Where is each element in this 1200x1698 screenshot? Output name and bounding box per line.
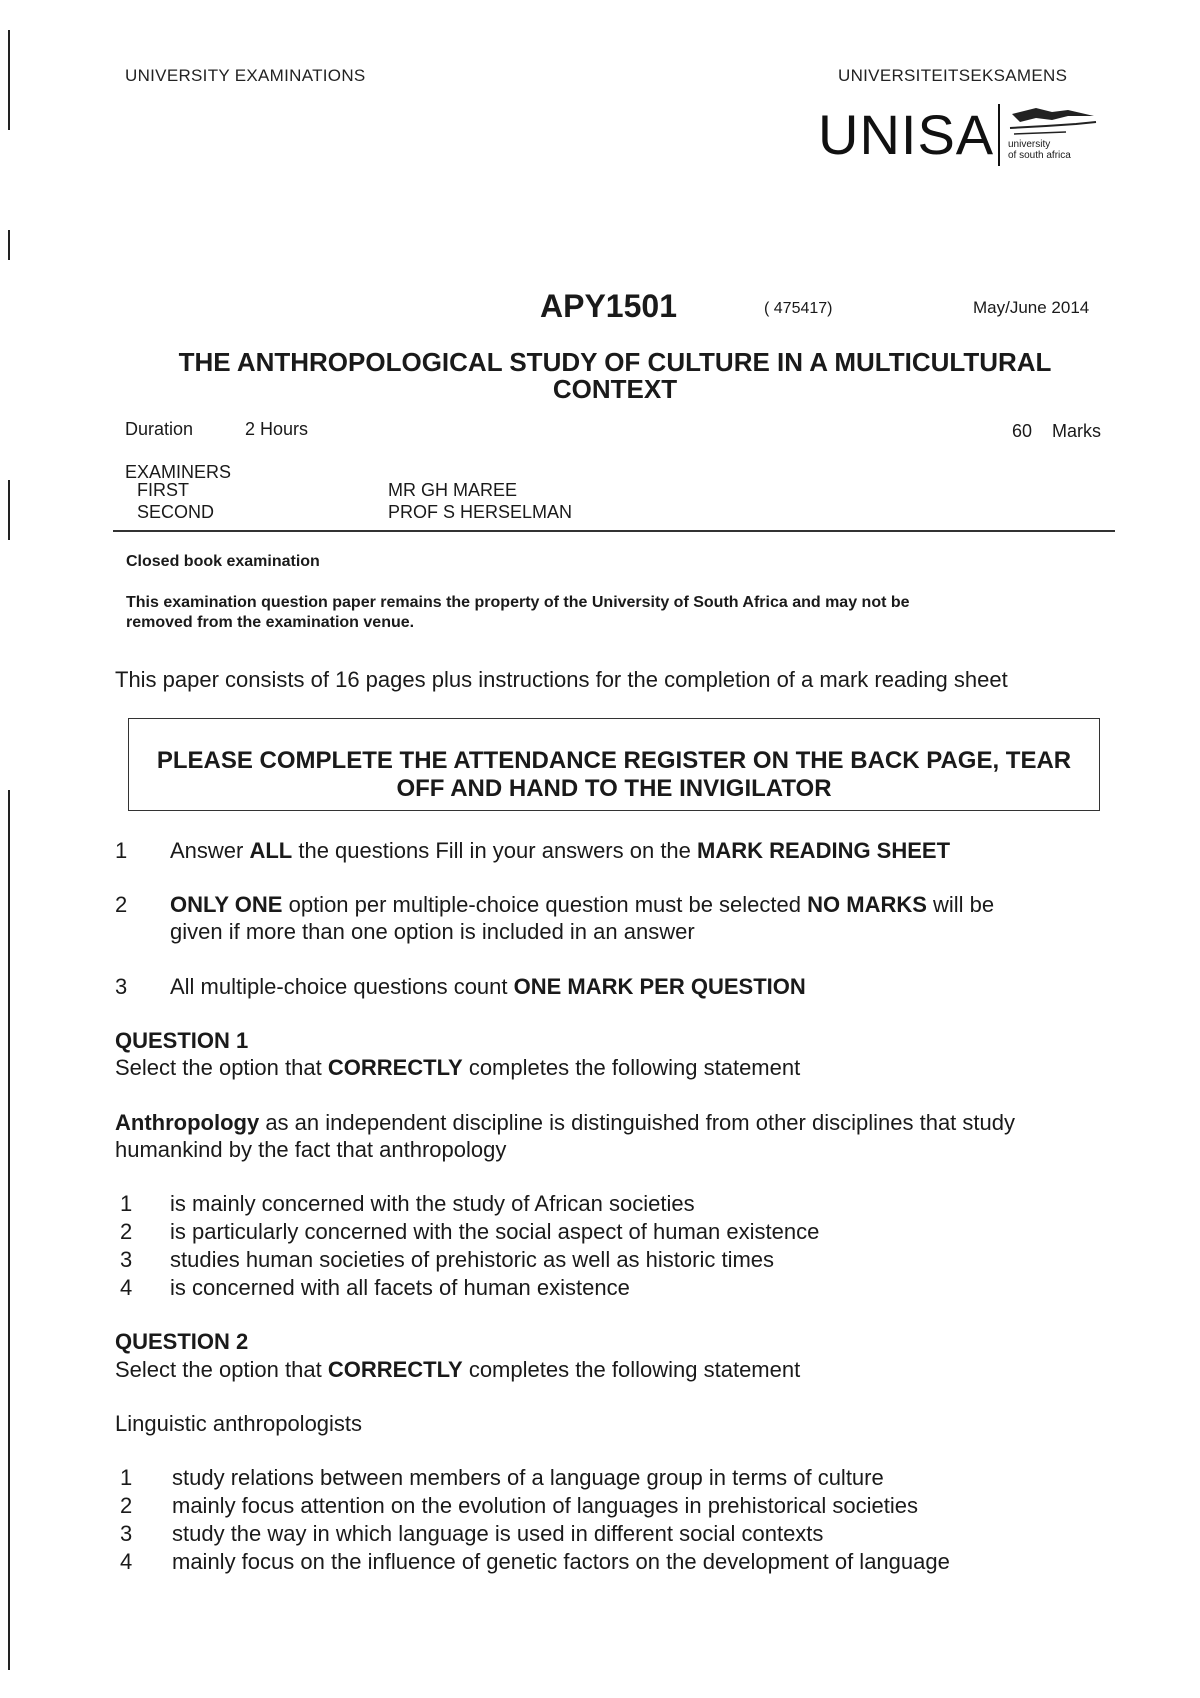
logo-sub-line2: of south africa [1008, 150, 1071, 161]
instruction-text: given if more than one option is included in an answer [170, 919, 695, 944]
q1-option-number: 2 [120, 1219, 133, 1244]
q2-option-number: 1 [120, 1465, 133, 1490]
instruction-item [115, 892, 1135, 920]
question-1-stem-line2: humankind by the fact that anthropology [115, 1137, 507, 1162]
exam-title-line2: CONTEXT [552, 374, 678, 404]
attendance-line2: OFF AND HAND TO THE INVIGILATOR [396, 775, 832, 802]
q2-option-text: study the way in which language is used in different social contexts [172, 1521, 824, 1546]
q1-option [115, 1275, 1135, 1303]
instruction-number: 2 [115, 892, 128, 917]
q2-option-number: 2 [120, 1493, 133, 1518]
q2-option-text: mainly focus attention on the evolution of languages in prehistorical societies [172, 1493, 919, 1518]
paper-number: ( 475417) [764, 300, 833, 317]
exam-title-line1: THE ANTHROPOLOGICAL STUDY OF CULTURE IN A MULTICULTURAL [178, 347, 1052, 377]
question-2-stem: Linguistic anthropologists [115, 1411, 363, 1436]
q1-option [115, 1219, 1135, 1247]
q1-option-number: 1 [120, 1191, 133, 1216]
q1-option [115, 1247, 1135, 1275]
q2-option-text: mainly focus on the influence of genetic factors on the development of language [172, 1549, 950, 1574]
logo-text: UNISA [818, 103, 995, 166]
exam-session: May/June 2014 [973, 298, 1090, 317]
second-examiner-label: SECOND [137, 502, 215, 522]
property-notice-line1: This examination question paper remains the property of the University of South Africa and may not be [126, 594, 910, 611]
q2-option [115, 1521, 1135, 1549]
logo-sub-line1: university [1008, 139, 1051, 150]
instruction-text: ONLY ONE option per multiple-choice question must be selected NO MARKS will be [170, 892, 995, 917]
duration-value: 2 Hours [245, 419, 309, 439]
instruction-item [115, 838, 1135, 866]
question-2-heading: QUESTION 2 [115, 1329, 249, 1354]
first-examiner-label: FIRST [137, 480, 189, 500]
instruction-item [115, 974, 1135, 1002]
attendance-line1: PLEASE COMPLETE THE ATTENDANCE REGISTER ON THE BACK PAGE, TEAR [156, 747, 1072, 774]
q1-option-number: 4 [120, 1275, 133, 1300]
margin-mark [8, 790, 10, 1670]
margin-mark [8, 30, 10, 130]
header-left: UNIVERSITY EXAMINATIONS [125, 66, 366, 85]
question-1-lead: Select the option that CORRECTLY completes the following statement [115, 1055, 801, 1080]
q1-option-text: studies human societies of prehistoric as well as historic times [170, 1247, 775, 1272]
property-notice-line2: removed from the examination venue. [126, 614, 415, 631]
instruction-number: 1 [115, 838, 128, 863]
logo-emblem-icon [1006, 102, 1098, 138]
examiners-label: EXAMINERS [125, 462, 232, 482]
q2-option-number: 4 [120, 1549, 133, 1574]
instruction-text: Answer ALL the questions Fill in your answers on the MARK READING SHEET [170, 838, 951, 863]
q2-option [115, 1493, 1135, 1521]
marks-label: Marks [1052, 421, 1101, 441]
header-rule [113, 530, 1115, 532]
second-examiner-name: PROF S HERSELMAN [388, 502, 573, 522]
pages-notice: This paper consists of 16 pages plus instructions for the completion of a mark reading sheet [115, 667, 1008, 692]
closed-book-notice: Closed book examination [126, 553, 320, 570]
margin-mark [8, 480, 10, 540]
exam-code: APY1501 [540, 288, 677, 324]
instruction-number: 3 [115, 974, 128, 999]
q2-option-number: 3 [120, 1521, 133, 1546]
instruction-text: All multiple-choice questions count ONE MARK PER QUESTION [170, 974, 806, 999]
logo-divider [998, 104, 1000, 166]
question-1-heading: QUESTION 1 [115, 1028, 249, 1053]
q1-option-text: is particularly concerned with the social aspect of human existence [170, 1219, 820, 1244]
q1-option-number: 3 [120, 1247, 133, 1272]
q2-option [115, 1549, 1135, 1577]
marks-value: 60 [1012, 421, 1033, 441]
instruction-item-continued [115, 919, 1135, 947]
first-examiner-name: MR GH MAREE [388, 480, 518, 500]
q1-option-text: is mainly concerned with the study of African societies [170, 1191, 695, 1216]
attendance-notice-box [128, 718, 1100, 811]
question-1-stem: Anthropology as an independent discipline is distinguished from other disciplines that study [115, 1110, 1015, 1135]
q2-option [115, 1465, 1135, 1493]
q1-option [115, 1191, 1135, 1219]
unisa-logo [818, 100, 1100, 172]
q2-option-text: study relations between members of a language group in terms of culture [172, 1465, 884, 1490]
header-right: UNIVERSITEITSEKSAMENS [838, 66, 1068, 85]
question-2-lead: Select the option that CORRECTLY completes the following statement [115, 1357, 801, 1382]
duration-label: Duration [125, 419, 194, 439]
q1-option-text: is concerned with all facets of human existence [170, 1275, 630, 1300]
margin-mark [8, 230, 10, 260]
